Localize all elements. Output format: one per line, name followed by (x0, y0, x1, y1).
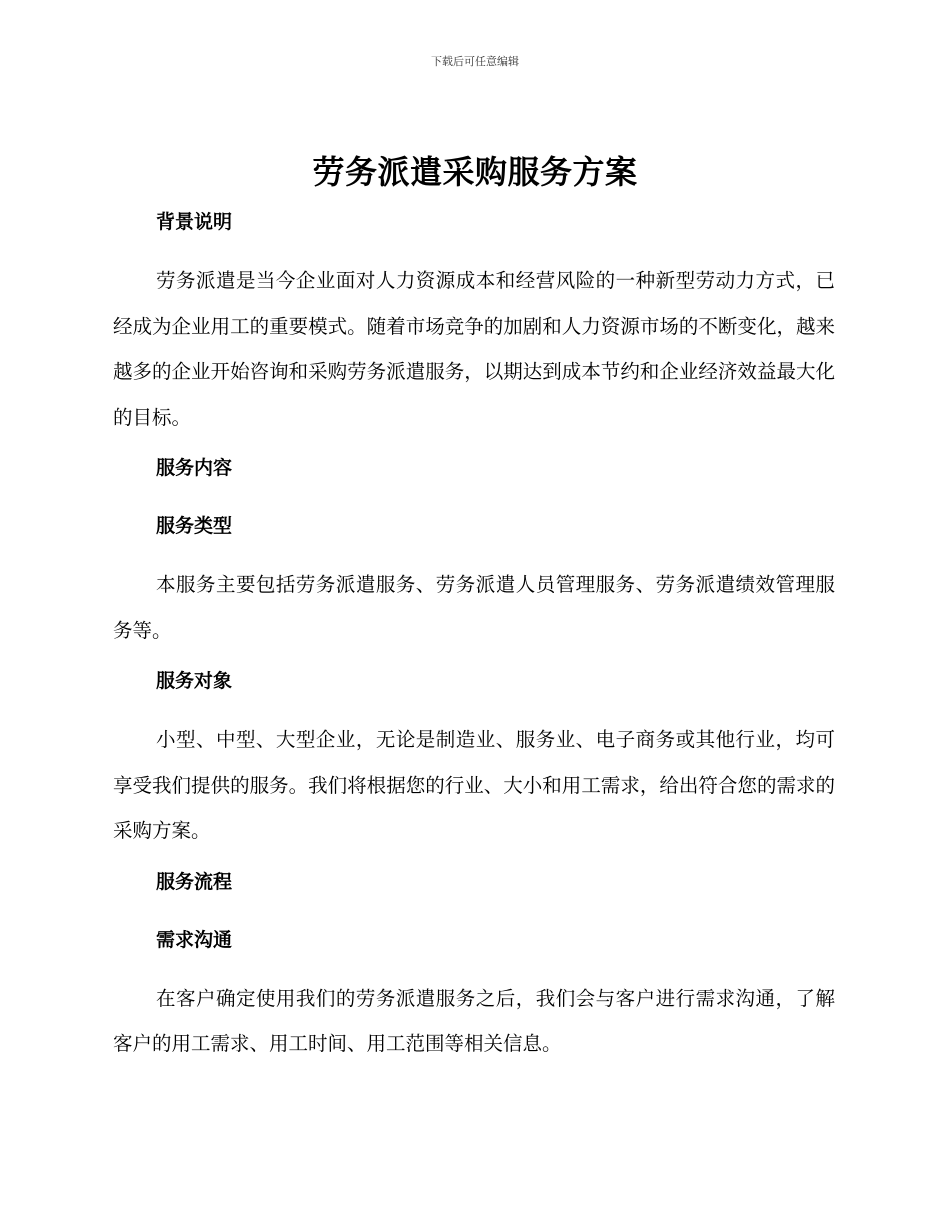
header-note: 下载后可任意编辑 (431, 55, 519, 68)
service-content-heading: 服务内容 (156, 457, 233, 479)
demand-communication-heading: 需求沟通 (156, 928, 233, 951)
background-heading: 背景说明 (156, 211, 233, 233)
service-flow-heading: 服务流程 (156, 870, 233, 893)
document-body (113, 200, 835, 1067)
service-target-heading: 服务对象 (156, 670, 233, 692)
background-paragraph: 劳务派遣是当今企业面对人力资源成本和经营风险的一种新型劳动力方式，已经成为企业用工的重要模式。随着市场竞争的加剧和人力资源市场的不断变化，越来越多的企业开始咨询和采购劳务派遣服务，以期达到成本节约和企业经济效益最大化的目标。 (113, 269, 835, 429)
service-type-paragraph: 本服务主要包括劳务派遣服务、劳务派遣人员管理服务、劳务派遣绩效管理服务等。 (113, 573, 835, 642)
demand-communication-paragraph: 在客户确定使用我们的劳务派遣服务之后，我们会与客户进行需求沟通，了解客户的用工需求、用工时间、用工范围等相关信息。 (113, 986, 835, 1055)
document-title: 劳务派遣采购服务方案 (312, 153, 638, 191)
service-target-paragraph: 小型、中型、大型企业，无论是制造业、服务业、电子商务或其他行业，均可享受我们提供的服务。我们将根据您的行业、大小和用工需求，给出符合您的需求的采购方案。 (113, 728, 835, 842)
service-type-heading: 服务类型 (156, 515, 233, 537)
